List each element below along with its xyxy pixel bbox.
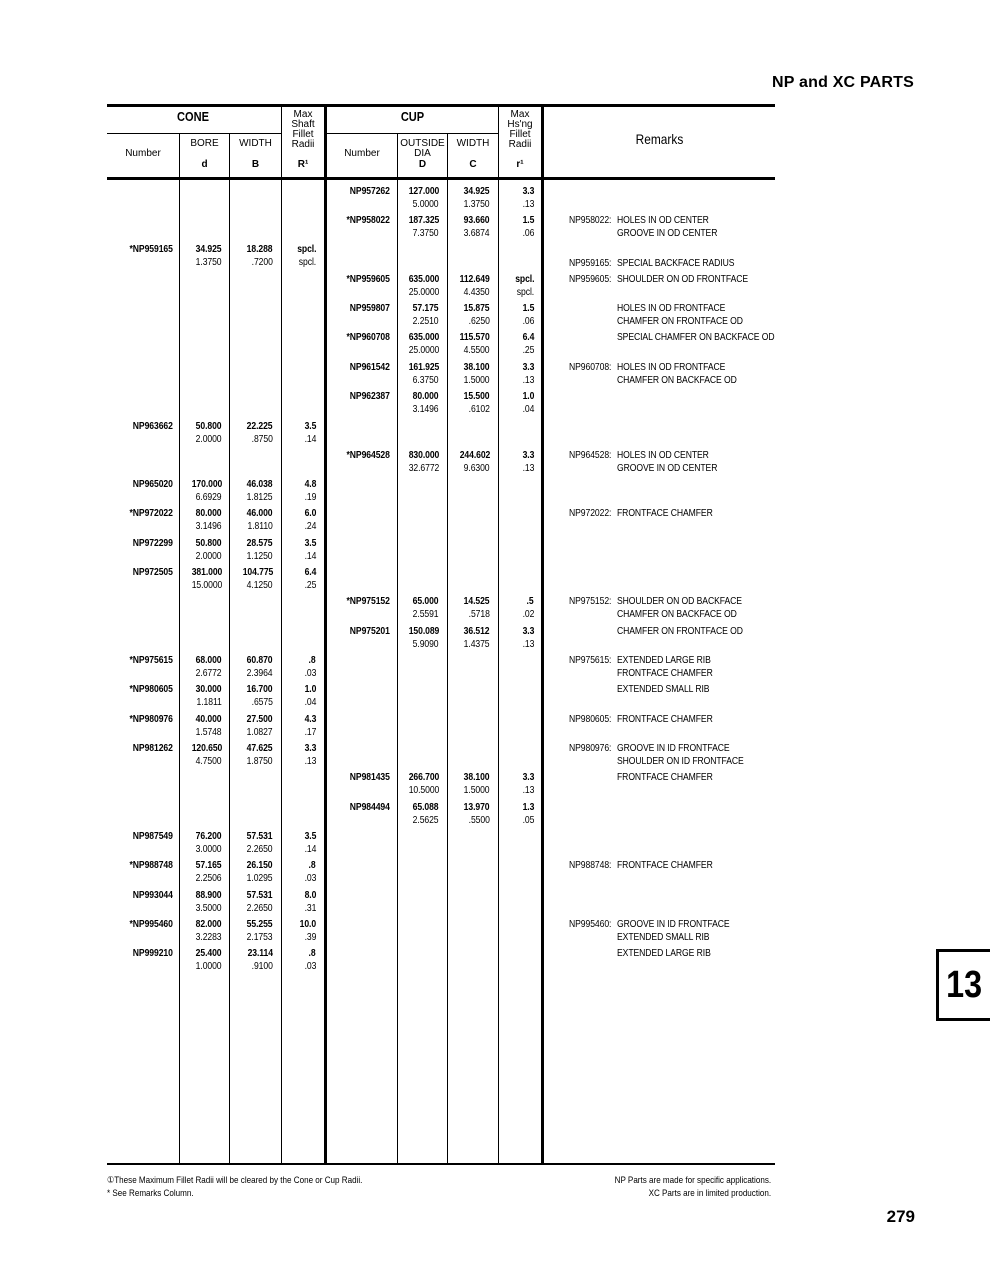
shaft-fillet-value-in: .14	[304, 433, 316, 445]
outside-dia-value-in: 32.6772	[408, 462, 439, 474]
remark-text: HOLES IN OD CENTER	[617, 449, 709, 461]
outside-dia-value-mm: 830.000	[408, 449, 439, 461]
bore-value-in: 3.0000	[196, 843, 222, 855]
remark-text: GROOVE IN OD CENTER	[617, 227, 718, 239]
cone-width-value-mm: 57.531	[247, 830, 273, 842]
remark-text: CHAMFER ON FRONTFACE OD	[617, 625, 743, 637]
shaft-fillet-value-mm: spcl.	[296, 243, 316, 255]
hsng-fillet-line: Fillet	[509, 129, 531, 140]
remark-text: SHOULDER ON OD BACKFACE	[617, 595, 742, 607]
shaft-fillet-value-in: .03	[304, 667, 316, 679]
shaft-fillet-line: Shaft	[291, 119, 315, 130]
cup-width-value-in: .6102	[468, 403, 490, 415]
cone-width-value-in: 1.8750	[247, 755, 273, 767]
hsng-fillet-value-mm: .5	[526, 595, 534, 607]
cup-width-value-in: 1.5000	[464, 374, 490, 386]
shaft-fillet-value-mm: .8	[308, 947, 316, 959]
remark-part-label: NP958022:	[569, 214, 612, 226]
section-tab-label: 13	[946, 963, 983, 1006]
shaft-fillet-value-in: .14	[304, 843, 316, 855]
cone-part-number: NP963662	[132, 420, 173, 432]
cone-part-number: *NP980605	[129, 683, 173, 695]
cone-width-value-in: .9100	[251, 960, 273, 972]
cone-number-header: Number	[125, 148, 161, 159]
cone-width-value-mm: 27.500	[247, 713, 273, 725]
outside-dia-value-mm: 635.000	[408, 331, 439, 343]
bore-value-in: 1.1811	[196, 696, 222, 708]
cup-width-value-mm: 14.525	[464, 595, 490, 607]
outside-dia-value-in: 25.0000	[408, 286, 439, 298]
cup-width-header: WIDTH	[456, 138, 490, 149]
outside-dia-value-mm: 161.925	[408, 361, 439, 373]
cone-width-value-mm: 104.775	[242, 566, 273, 578]
hsng-fillet-value-mm: 1.5	[522, 214, 534, 226]
production-notes	[615, 1174, 771, 1200]
bore-value-in: 1.3750	[196, 256, 222, 268]
bore-value-mm: 381.000	[191, 566, 222, 578]
cup-part-number: NP961542	[349, 361, 390, 373]
bore-value-mm: 82.000	[196, 918, 222, 930]
outside-dia-value-in: 2.5591	[413, 608, 439, 620]
outside-dia-value-mm: 150.089	[408, 625, 439, 637]
remark-text: CHAMFER ON BACKFACE OD	[617, 608, 737, 620]
cup-part-number: *NP960708	[346, 331, 390, 343]
remark-text: HOLES IN OD FRONTFACE	[617, 302, 726, 314]
outside-dia-symbol: D	[418, 159, 427, 170]
shaft-fillet-symbol: R¹	[297, 159, 309, 170]
cup-part-number: NP962387	[349, 390, 390, 402]
remark-part-label: NP988748:	[569, 859, 612, 871]
cone-width-value-mm: 26.150	[247, 859, 273, 871]
shaft-fillet-value-in: .31	[304, 902, 316, 914]
shaft-fillet-value-in: spcl.	[298, 256, 316, 268]
remark-text: FRONTFACE CHAMFER	[617, 507, 713, 519]
cone-width-header: WIDTH	[239, 138, 272, 149]
cone-width-value-in: .7200	[251, 256, 273, 268]
section-tab	[936, 949, 990, 1021]
hsng-fillet-line: Max	[510, 109, 530, 120]
cup-width-value-in: 9.6300	[464, 462, 490, 474]
cup-width-value-mm: 34.925	[464, 185, 490, 197]
hsng-fillet-value-mm: 3.3	[522, 771, 534, 783]
remark-text: GROOVE IN OD CENTER	[617, 462, 718, 474]
cone-width-value-mm: 57.531	[247, 889, 273, 901]
cone-width-value-in: .8750	[251, 433, 273, 445]
cone-width-value-in: 2.3964	[247, 667, 273, 679]
outside-dia-line: OUTSIDE	[400, 138, 445, 149]
remark-text: SHOULDER ON OD FRONTFACE	[617, 273, 749, 285]
bore-value-mm: 25.400	[196, 947, 222, 959]
cone-width-value-mm: 18.288	[247, 243, 273, 255]
shaft-fillet-value-mm: 6.4	[304, 566, 316, 578]
shaft-fillet-line: Max	[293, 109, 313, 120]
bore-value-mm: 80.000	[196, 507, 222, 519]
hsng-fillet-value-in: spcl.	[516, 286, 534, 298]
cone-part-number: NP987549	[132, 830, 173, 842]
shaft-fillet-value-in: .19	[304, 491, 316, 503]
footnote-line: * See Remarks Column.	[107, 1188, 194, 1199]
shaft-fillet-value-mm: 6.0	[304, 507, 316, 519]
remark-part-label: NP975152:	[569, 595, 612, 607]
cup-part-number: NP975201	[349, 625, 390, 637]
cup-width-value-mm: 15.500	[464, 390, 490, 402]
remark-text: SPECIAL CHAMFER ON BACKFACE OD	[617, 331, 775, 343]
hsng-fillet-value-mm: spcl.	[514, 273, 534, 285]
shaft-fillet-value-in: .03	[304, 872, 316, 884]
outside-dia-value-in: 10.5000	[408, 784, 439, 796]
hsng-fillet-value-mm: 3.3	[522, 185, 534, 197]
cup-width-value-in: 4.5500	[464, 344, 490, 356]
shaft-fillet-value-mm: 8.0	[304, 889, 316, 901]
cone-header: CONE	[177, 109, 209, 124]
cup-width-value-in: .6250	[468, 315, 490, 327]
bore-value-in: 2.6772	[196, 667, 222, 679]
footnotes	[107, 1174, 362, 1200]
outside-dia-line: DIA	[414, 148, 431, 159]
cone-part-number: *NP959165	[129, 243, 173, 255]
bore-value-mm: 30.000	[196, 683, 222, 695]
outside-dia-value-mm: 65.088	[413, 801, 439, 813]
bore-value-mm: 50.800	[196, 420, 222, 432]
cone-width-value-in: 1.0295	[247, 872, 273, 884]
cup-width-value-mm: 112.649	[459, 273, 490, 285]
cup-width-value-mm: 13.970	[464, 801, 490, 813]
hsng-fillet-value-in: .06	[522, 315, 534, 327]
outside-dia-value-in: 2.2510	[413, 315, 439, 327]
remark-text: EXTENDED SMALL RIB	[617, 931, 710, 943]
cone-width-value-in: 4.1250	[247, 579, 273, 591]
cone-width-value-mm: 60.870	[247, 654, 273, 666]
remarks-header: Remarks	[635, 131, 684, 147]
remark-text: EXTENDED LARGE RIB	[617, 947, 711, 959]
cup-width-value-mm: 38.100	[464, 771, 490, 783]
bore-value-in: 6.6929	[196, 491, 222, 503]
cone-width-value-mm: 47.625	[247, 742, 273, 754]
outside-dia-value-mm: 65.000	[413, 595, 439, 607]
hsng-fillet-value-in: .02	[522, 608, 534, 620]
shaft-fillet-value-mm: 3.3	[304, 742, 316, 754]
page-title: NP and XC PARTS	[772, 74, 914, 91]
outside-dia-value-mm: 80.000	[413, 390, 439, 402]
remark-text: SHOULDER ON ID FRONTFACE	[617, 755, 744, 767]
bore-value-mm: 170.000	[191, 478, 222, 490]
cup-part-number: NP984494	[349, 801, 390, 813]
outside-dia-value-in: 3.1496	[413, 403, 439, 415]
outside-dia-value-in: 5.0000	[413, 198, 439, 210]
outside-dia-value-in: 2.5625	[413, 814, 439, 826]
hsng-fillet-value-mm: 1.0	[522, 390, 534, 402]
cone-part-number: *NP975615	[129, 654, 173, 666]
cup-part-number: NP981435	[349, 771, 390, 783]
bore-value-in: 3.5000	[196, 902, 222, 914]
cup-width-value-in: 1.5000	[464, 784, 490, 796]
cup-width-value-in: 3.6874	[464, 227, 490, 239]
outside-dia-value-mm: 57.175	[413, 302, 439, 314]
bore-symbol: d	[201, 159, 208, 170]
cone-width-value-in: .6575	[251, 696, 273, 708]
bore-value-mm: 76.200	[196, 830, 222, 842]
cone-width-value-mm: 22.225	[247, 420, 273, 432]
shaft-fillet-value-in: .39	[304, 931, 316, 943]
hsng-fillet-value-in: .13	[522, 462, 534, 474]
cone-part-number: NP981262	[132, 742, 173, 754]
bore-value-in: 1.5748	[196, 726, 222, 738]
remark-text: HOLES IN OD CENTER	[617, 214, 709, 226]
cone-part-number: NP965020	[132, 478, 173, 490]
bore-value-in: 3.2283	[196, 931, 222, 943]
cup-width-value-in: 1.4375	[464, 638, 490, 650]
bore-value-mm: 68.000	[196, 654, 222, 666]
hsng-fillet-value-in: .25	[522, 344, 534, 356]
page-number: 279	[886, 1207, 915, 1226]
bore-value-mm: 40.000	[196, 713, 222, 725]
remark-text: GROOVE IN ID FRONTFACE	[617, 918, 730, 930]
cone-width-value-in: 2.2650	[247, 902, 273, 914]
bore-value-in: 2.2506	[196, 872, 222, 884]
cup-width-value-mm: 15.875	[464, 302, 490, 314]
bore-header: BORE	[190, 138, 219, 149]
remark-part-label: NP964528:	[569, 449, 612, 461]
cone-part-number: NP972299	[132, 537, 173, 549]
remark-text: CHAMFER ON BACKFACE OD	[617, 374, 737, 386]
cup-width-value-mm: 36.512	[464, 625, 490, 637]
shaft-fillet-value-in: .13	[304, 755, 316, 767]
hsng-fillet-value-mm: 3.3	[522, 625, 534, 637]
shaft-fillet-value-in: .17	[304, 726, 316, 738]
outside-dia-value-in: 7.3750	[413, 227, 439, 239]
shaft-fillet-value-in: .25	[304, 579, 316, 591]
hsng-fillet-value-mm: 1.5	[522, 302, 534, 314]
cup-part-number: NP957262	[349, 185, 390, 197]
hsng-fillet-value-mm: 6.4	[522, 331, 534, 343]
cone-part-number: NP972505	[132, 566, 173, 578]
bore-value-in: 2.0000	[196, 433, 222, 445]
cup-part-number: *NP958022	[346, 214, 390, 226]
hsng-fillet-value-in: .13	[522, 638, 534, 650]
cup-header: CUP	[400, 109, 425, 124]
shaft-fillet-value-mm: 10.0	[299, 918, 316, 930]
shaft-fillet-line: Radii	[291, 139, 315, 150]
bore-value-in: 2.0000	[196, 550, 222, 562]
cone-width-value-in: 1.1250	[247, 550, 273, 562]
outside-dia-value-mm: 266.700	[408, 771, 439, 783]
remark-part-label: NP959165:	[569, 257, 612, 269]
hsng-fillet-value-in: .06	[522, 227, 534, 239]
cup-part-number: NP959807	[349, 302, 390, 314]
shaft-fillet-value-mm: .8	[308, 859, 316, 871]
remark-text: GROOVE IN ID FRONTFACE	[617, 742, 730, 754]
cone-width-value-mm: 55.255	[247, 918, 273, 930]
remark-part-label: NP980605:	[569, 713, 612, 725]
cone-part-number: *NP972022	[129, 507, 173, 519]
shaft-fillet-value-in: .03	[304, 960, 316, 972]
bore-value-mm: 120.650	[191, 742, 222, 754]
cone-part-number: *NP995460	[129, 918, 173, 930]
shaft-fillet-value-mm: 3.5	[304, 830, 316, 842]
shaft-fillet-value-mm: 4.8	[304, 478, 316, 490]
bore-value-in: 4.7500	[196, 755, 222, 767]
remark-text: CHAMFER ON FRONTFACE OD	[617, 315, 743, 327]
remark-text: SPECIAL BACKFACE RADIUS	[617, 257, 735, 269]
bore-value-mm: 34.925	[196, 243, 222, 255]
cup-part-number: *NP975152	[346, 595, 390, 607]
cup-part-number: *NP959605	[346, 273, 390, 285]
bore-value-in: 1.0000	[196, 960, 222, 972]
cup-part-number: *NP964528	[346, 449, 390, 461]
bore-value-mm: 50.800	[196, 537, 222, 549]
production-note-line: NP Parts are made for specific applications.	[614, 1175, 771, 1186]
shaft-fillet-value-in: .24	[304, 520, 316, 532]
outside-dia-value-mm: 635.000	[408, 273, 439, 285]
cup-number-header: Number	[344, 148, 380, 159]
shaft-fillet-value-mm: 3.5	[304, 537, 316, 549]
cone-width-value-in: 1.8125	[247, 491, 273, 503]
cup-width-value-in: 1.3750	[464, 198, 490, 210]
cup-width-value-mm: 93.660	[464, 214, 490, 226]
outside-dia-value-in: 5.9090	[413, 638, 439, 650]
bore-value-in: 3.1496	[196, 520, 222, 532]
remark-part-label: NP975615:	[569, 654, 612, 666]
hsng-fillet-value-mm: 3.3	[522, 361, 534, 373]
outside-dia-value-mm: 127.000	[408, 185, 439, 197]
cone-width-value-mm: 28.575	[247, 537, 273, 549]
cone-width-value-in: 2.1753	[247, 931, 273, 943]
cone-width-value-mm: 46.000	[247, 507, 273, 519]
cup-width-value-in: 4.4350	[464, 286, 490, 298]
cup-width-value-mm: 115.570	[459, 331, 490, 343]
outside-dia-value-mm: 187.325	[408, 214, 439, 226]
shaft-fillet-value-mm: 3.5	[304, 420, 316, 432]
hsng-fillet-line: Radii	[508, 139, 532, 150]
production-note-line: XC Parts are in limited production.	[648, 1188, 771, 1199]
remark-part-label: NP995460:	[569, 918, 612, 930]
cone-part-number: NP993044	[132, 889, 173, 901]
bore-value-mm: 88.900	[196, 889, 222, 901]
hsng-fillet-value-in: .05	[522, 814, 534, 826]
remark-text: FRONTFACE CHAMFER	[617, 771, 713, 783]
cup-width-value-in: .5500	[468, 814, 490, 826]
hsng-fillet-value-in: .04	[522, 403, 534, 415]
hsng-fillet-value-mm: 3.3	[522, 449, 534, 461]
cone-width-value-in: 1.0827	[247, 726, 273, 738]
remark-text: EXTENDED SMALL RIB	[617, 683, 710, 695]
shaft-fillet-value-mm: 4.3	[304, 713, 316, 725]
remark-text: FRONTFACE CHAMFER	[617, 713, 713, 725]
remark-part-label: NP959605:	[569, 273, 612, 285]
remark-text: HOLES IN OD FRONTFACE	[617, 361, 726, 373]
cone-width-value-in: 2.2650	[247, 843, 273, 855]
outside-dia-value-in: 25.0000	[408, 344, 439, 356]
cone-part-number: NP999210	[132, 947, 173, 959]
shaft-fillet-value-mm: 1.0	[304, 683, 316, 695]
remark-text: EXTENDED LARGE RIB	[617, 654, 711, 666]
cup-width-value-in: .5718	[468, 608, 490, 620]
footnote-line: ①These Maximum Fillet Radii will be cleared by the Cone or Cup Radii.	[107, 1175, 363, 1186]
cone-width-value-in: 1.8110	[247, 520, 273, 532]
cone-width-value-mm: 46.038	[247, 478, 273, 490]
hsng-fillet-value-in: .13	[522, 784, 534, 796]
remark-part-label: NP980976:	[569, 742, 612, 754]
shaft-fillet-value-in: .14	[304, 550, 316, 562]
bore-value-mm: 57.165	[196, 859, 222, 871]
remark-text: FRONTFACE CHAMFER	[617, 667, 713, 679]
hsng-fillet-line: Hs'ng	[507, 119, 533, 130]
remark-part-label: NP960708:	[569, 361, 612, 373]
hsng-fillet-value-in: .13	[522, 374, 534, 386]
remark-text: FRONTFACE CHAMFER	[617, 859, 713, 871]
cup-width-value-mm: 244.602	[459, 449, 490, 461]
hsng-fillet-value-in: .13	[522, 198, 534, 210]
cone-part-number: *NP988748	[129, 859, 173, 871]
hsng-fillet-value-mm: 1.3	[522, 801, 534, 813]
cone-width-value-mm: 23.114	[247, 947, 273, 959]
cone-part-number: *NP980976	[129, 713, 173, 725]
hsng-fillet-symbol: r¹	[516, 159, 524, 170]
bore-value-in: 15.0000	[191, 579, 222, 591]
shaft-fillet-line: Fillet	[292, 129, 314, 140]
cone-width-value-mm: 16.700	[247, 683, 273, 695]
outside-dia-value-in: 6.3750	[413, 374, 439, 386]
cone-width-symbol: B	[251, 159, 260, 170]
shaft-fillet-value-mm: .8	[308, 654, 316, 666]
remark-part-label: NP972022:	[569, 507, 612, 519]
shaft-fillet-value-in: .04	[304, 696, 316, 708]
cup-width-value-mm: 38.100	[464, 361, 490, 373]
cup-width-symbol: C	[469, 159, 477, 170]
